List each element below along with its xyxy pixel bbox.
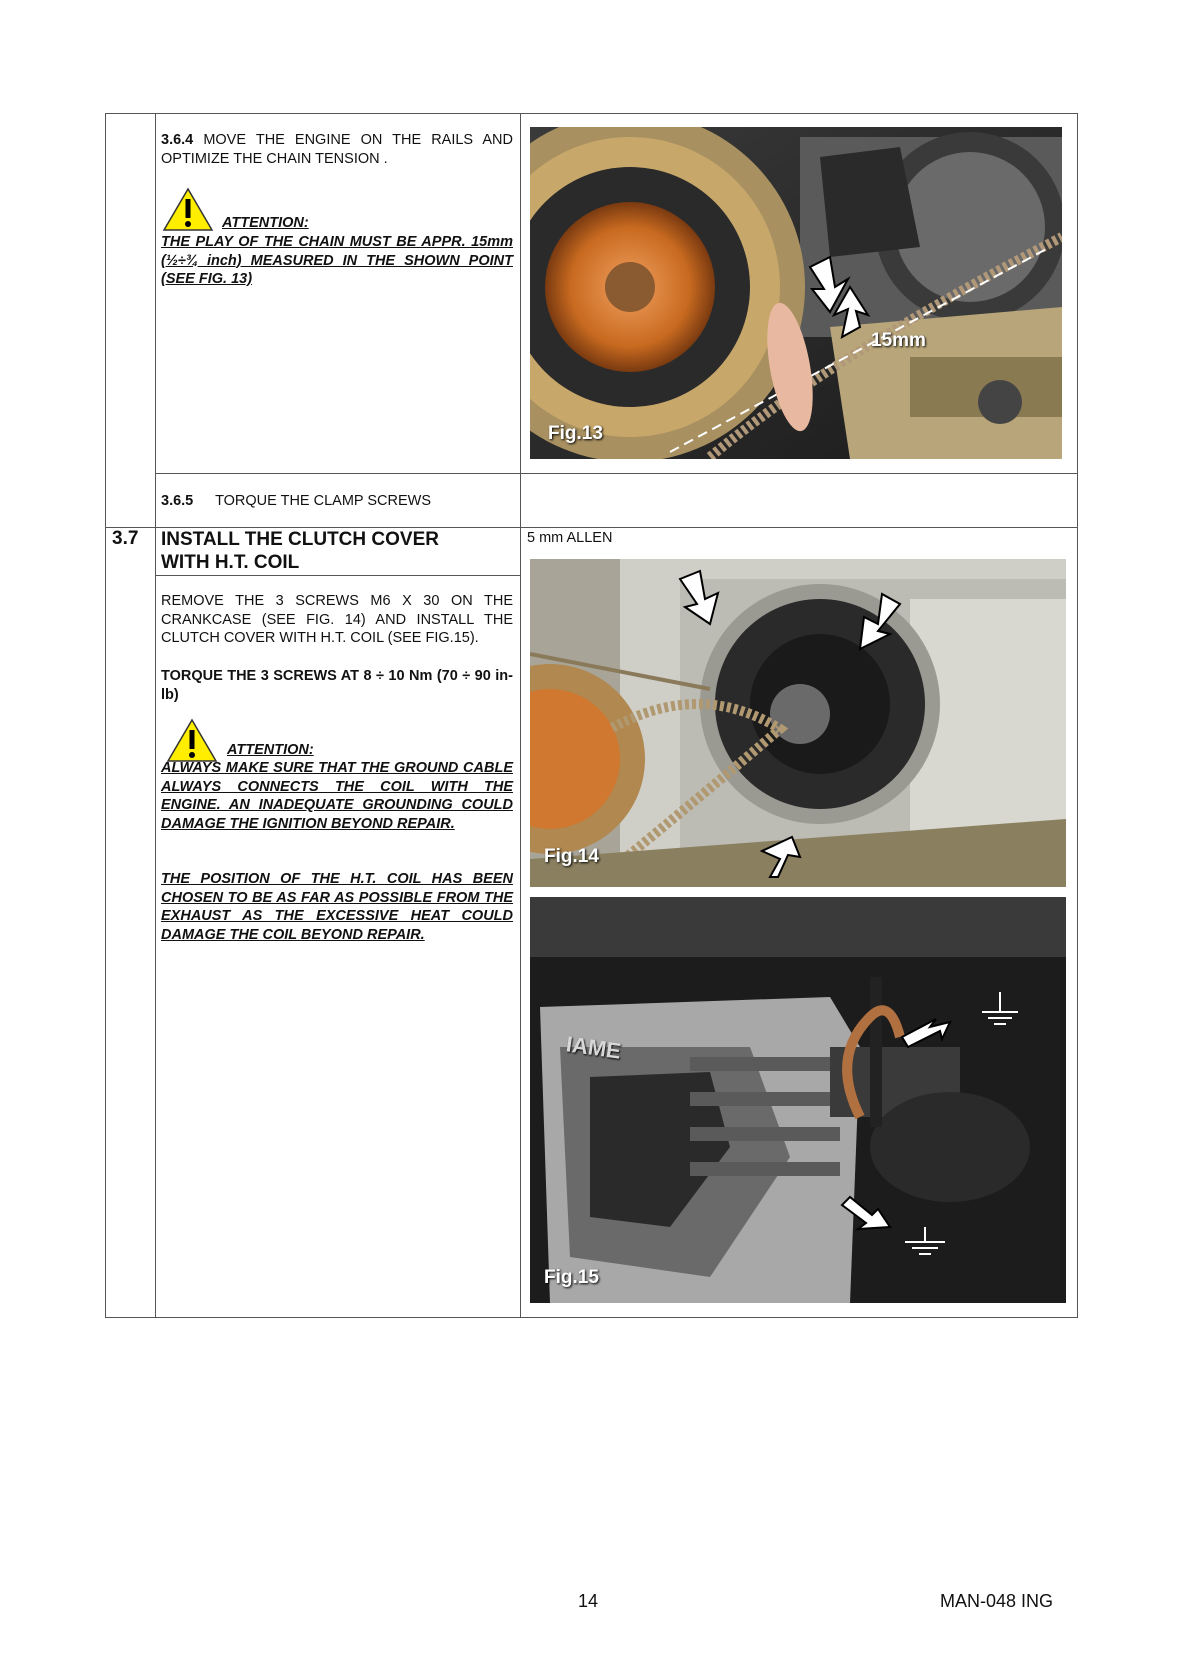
table-border-right [1077, 113, 1078, 1318]
table-border-bottom [105, 1317, 1078, 1318]
step-365-text [161, 492, 431, 511]
coil-position-warning: THE POSITION OF THE H.T. COIL HAS BEEN CHOSEN TO BE AS FAR AS POSSIBLE FROM THE EXHAUST AS THE EXCESSIVE HEAT COULD DAMAGE THE COIL BEYOND REPAIR. [161, 871, 513, 943]
fig15-ht-coil-photo [530, 897, 1066, 1303]
title-divider-37 [155, 575, 521, 576]
attention-label: ATTENTION: [222, 215, 309, 231]
chain-play-warning: THE PLAY OF THE CHAIN MUST BE APPR. 15mm (½÷¾ inch) MEASURED IN THE SHOWN POINT (SEE FIG. 13) [161, 234, 513, 287]
iame-brand-text: IAME [564, 1031, 623, 1064]
ground-cable-warning: ALWAYS MAKE SURE THAT THE GROUND CABLE ALWAYS CONNECTS THE COIL WITH THE ENGINE. AN INADEQUATE GROUNDING COULD DAMAGE THE IGNITION BEYOND REPAIR. [161, 760, 513, 832]
column-divider-2 [520, 113, 521, 1318]
section-number: 3.7 [112, 528, 139, 549]
section-title-line1: INSTALL THE CLUTCH COVER [161, 529, 439, 550]
clutch-cover-instruction: REMOVE THE 3 SCREWS M6 X 30 ON THE CRANKCASE (SEE FIG. 14) AND INSTALL THE CLUTCH COVER WITH H.T. COIL (SEE FIG.15). [161, 593, 513, 646]
step-number: 3.6.5 [161, 493, 194, 509]
step-instruction: MOVE THE ENGINE ON THE RAILS AND OPTIMIZE THE CHAIN TENSION . [161, 132, 513, 167]
section-title-line2: WITH H.T. COIL [161, 552, 300, 573]
column-divider-1 [155, 113, 156, 1318]
fig13-chain-sprocket-photo [530, 127, 1062, 459]
tool-label: 5 mm ALLEN [527, 530, 613, 546]
table-border-left [105, 113, 106, 1318]
row-divider-364-365 [155, 473, 1078, 474]
page-number: 14 [578, 1591, 599, 1611]
torque-spec: TORQUE THE 3 SCREWS AT 8 ÷ 10 Nm (70 ÷ 90 in-lb) [161, 668, 513, 703]
section-title [161, 528, 439, 574]
step-instruction: TORQUE THE CLAMP SCREWS [215, 493, 431, 509]
fig14-label: Fig.14 [544, 846, 599, 867]
warning-triangle-icon [162, 187, 214, 232]
document-code: MAN-048 ING [940, 1591, 1054, 1611]
fig15-label: Fig.15 [544, 1267, 599, 1288]
attention-label: ATTENTION: [227, 742, 314, 758]
measurement-label: 15mm [871, 330, 926, 351]
step-number: 3.6.4 [161, 132, 194, 148]
table-border-top [105, 113, 1078, 114]
step-364-text [161, 131, 513, 168]
warning-triangle-icon [166, 718, 218, 763]
fig13-label: Fig.13 [548, 423, 603, 444]
fig14-crankcase-photo [530, 559, 1066, 887]
